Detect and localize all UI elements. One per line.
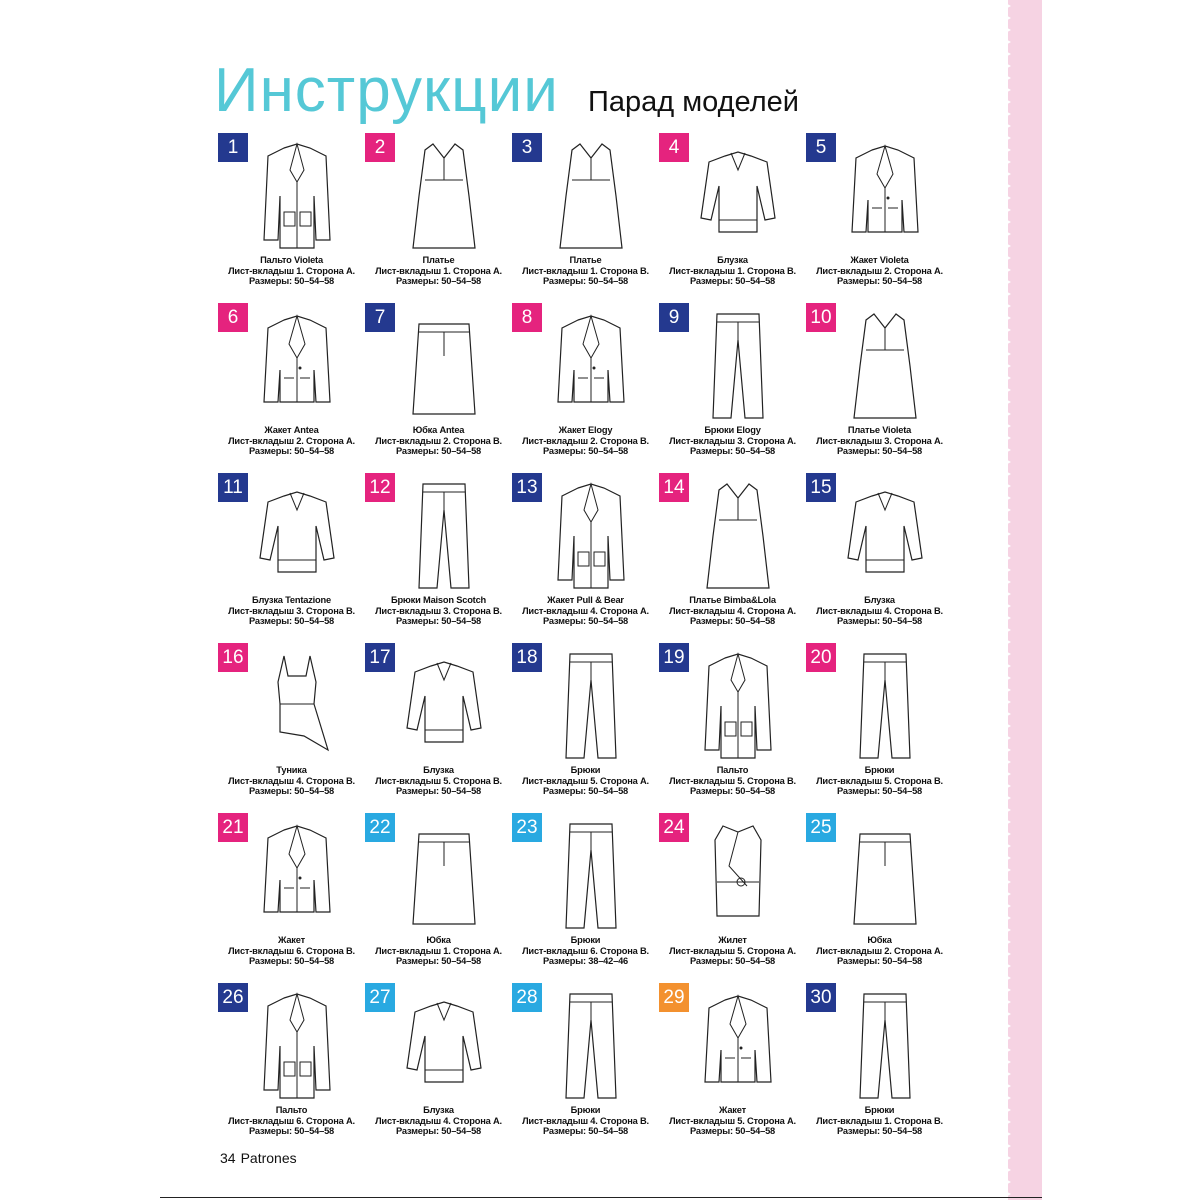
model-number-badge: 18 [512,643,542,672]
model-name: Жакет Antea [264,425,319,435]
model-name: Жилет [718,935,747,945]
model-card [512,640,659,810]
model-caption [218,765,365,797]
model-card [659,470,806,640]
model-card [512,300,659,470]
model-name: Жакет Violeta [850,255,909,265]
model-caption [659,935,806,967]
dress-icon [695,476,781,594]
model-card [659,300,806,470]
model-caption [218,255,365,287]
model-sheet: Лист-вкладыш 5. Сторона А. [669,945,796,956]
model-caption [512,255,659,287]
model-number-badge: 7 [365,303,395,332]
model-name: Туника [276,765,307,775]
model-caption [365,425,512,457]
model-card [659,980,806,1150]
model-number-badge: 8 [512,303,542,332]
model-sizes: Размеры: 50–54–58 [248,1126,335,1137]
model-sizes: Размеры: 50–54–58 [836,616,923,627]
model-caption [365,1105,512,1137]
model-sheet: Лист-вкладыш 6. Сторона В. [522,945,649,956]
model-number-badge: 28 [512,983,542,1012]
jacket-icon [695,986,781,1104]
model-number-badge: 1 [218,133,248,162]
coat-icon [254,986,340,1104]
model-name: Брюки [864,765,895,775]
model-caption [512,1105,659,1137]
model-name: Платье Bimba&Lola [689,595,776,605]
model-sheet: Лист-вкладыш 6. Сторона В. [228,945,355,956]
model-caption [365,595,512,627]
page-footer [220,1150,302,1166]
model-number-badge: 27 [365,983,395,1012]
model-caption [659,765,806,797]
jacket-icon [548,306,634,424]
model-card [365,300,512,470]
blouse-icon [695,136,781,254]
model-card [806,130,953,300]
model-sheet: Лист-вкладыш 3. Сторона А. [816,435,943,446]
model-caption [806,595,953,627]
model-name: Юбка Antea [412,425,465,435]
model-name: Платье [569,255,602,265]
model-sheet: Лист-вкладыш 4. Сторона В. [522,1115,649,1126]
trousers-icon [401,476,487,594]
model-card [218,130,365,300]
model-caption [218,425,365,457]
model-caption [365,935,512,967]
model-caption [512,935,659,967]
model-number-badge: 12 [365,473,395,502]
model-sheet: Лист-вкладыш 4. Сторона В. [816,605,943,616]
skirt-icon [401,816,487,934]
model-sheet: Лист-вкладыш 3. Сторона В. [228,605,355,616]
model-caption [218,1105,365,1137]
model-sheet: Лист-вкладыш 5. Сторона А. [522,775,649,786]
model-name: Брюки [570,935,601,945]
model-sizes: Размеры: 50–54–58 [836,956,923,967]
model-name: Блузка Tentazione [251,595,331,605]
model-sizes: Размеры: 50–54–58 [395,956,482,967]
model-number-badge: 6 [218,303,248,332]
model-sizes: Размеры: 50–54–58 [836,786,923,797]
skirt-icon [401,306,487,424]
model-sizes: Размеры: 38–42–46 [542,956,629,967]
model-sheet: Лист-вкладыш 1. Сторона В. [522,265,649,276]
model-number-badge: 29 [659,983,689,1012]
model-name: Пальто [275,1105,308,1115]
model-sizes: Размеры: 50–54–58 [542,616,629,627]
page-subtitle: Парад моделей [588,86,799,118]
model-name: Пальто [716,765,749,775]
blouse-icon [842,476,928,594]
dress-icon [401,136,487,254]
model-card [659,640,806,810]
model-number-badge: 14 [659,473,689,502]
model-caption [218,595,365,627]
model-card [806,300,953,470]
coat-icon [695,646,781,764]
model-sizes: Размеры: 50–54–58 [395,616,482,627]
dress-icon [842,306,928,424]
model-sizes: Размеры: 50–54–58 [836,1126,923,1137]
model-name: Платье Violeta [847,425,912,435]
model-card [806,810,953,980]
model-sheet: Лист-вкладыш 2. Сторона А. [816,945,943,956]
model-sheet: Лист-вкладыш 2. Сторона В. [522,435,649,446]
model-sheet: Лист-вкладыш 2. Сторона А. [228,435,355,446]
model-caption [512,425,659,457]
model-sheet: Лист-вкладыш 1. Сторона А. [228,265,355,276]
model-name: Юбка [426,935,451,945]
model-number-badge: 22 [365,813,395,842]
model-caption [659,255,806,287]
model-card [365,640,512,810]
model-name: Платье [422,255,455,265]
jacket-icon [842,136,928,254]
blouse-icon [254,476,340,594]
model-caption [806,425,953,457]
model-caption [218,935,365,967]
model-sizes: Размеры: 50–54–58 [395,446,482,457]
coat-icon [548,476,634,594]
model-name: Блузка [717,255,748,265]
model-sheet: Лист-вкладыш 1. Сторона В. [669,265,796,276]
model-name: Жакет [278,935,305,945]
trousers-icon [695,306,781,424]
model-sheet: Лист-вкладыш 1. Сторона А. [375,945,502,956]
model-card [218,810,365,980]
magazine-brand: Patrones [240,1150,297,1166]
model-name: Блузка [864,595,895,605]
model-caption [806,935,953,967]
model-number-badge: 10 [806,303,836,332]
model-card [218,470,365,640]
model-card [806,980,953,1150]
jacket-icon [254,816,340,934]
model-sizes: Размеры: 50–54–58 [836,276,923,287]
model-card [512,980,659,1150]
model-sizes: Размеры: 50–54–58 [689,616,776,627]
blouse-icon [401,646,487,764]
model-sizes: Размеры: 50–54–58 [395,276,482,287]
trousers-icon [842,986,928,1104]
model-name: Брюки [864,1105,895,1115]
model-card [218,640,365,810]
model-sheet: Лист-вкладыш 2. Сторона А. [816,265,943,276]
model-sheet: Лист-вкладыш 3. Сторона В. [375,605,502,616]
model-card [659,130,806,300]
model-name: Брюки Elogy [704,425,761,435]
model-sizes: Размеры: 50–54–58 [248,956,335,967]
model-sheet: Лист-вкладыш 5. Сторона В. [375,775,502,786]
model-sheet: Лист-вкладыш 2. Сторона В. [375,435,502,446]
model-caption [365,255,512,287]
model-card [218,300,365,470]
model-card [365,810,512,980]
model-sizes: Размеры: 50–54–58 [689,1126,776,1137]
model-name: Блузка [423,765,454,775]
model-name: Брюки [570,765,601,775]
model-caption [659,1105,806,1137]
model-number-badge: 26 [218,983,248,1012]
model-number-badge: 2 [365,133,395,162]
pink-zigzag-border [1000,0,1042,1200]
model-card [659,810,806,980]
model-sheet: Лист-вкладыш 5. Сторона В. [816,775,943,786]
model-number-badge: 11 [218,473,248,502]
model-caption [659,425,806,457]
model-sheet: Лист-вкладыш 4. Сторона А. [522,605,649,616]
model-sheet: Лист-вкладыш 1. Сторона В. [816,1115,943,1126]
model-sizes: Размеры: 50–54–58 [542,786,629,797]
model-name: Жакет [719,1105,746,1115]
model-caption [365,765,512,797]
model-sizes: Размеры: 50–54–58 [395,1126,482,1137]
model-name: Брюки [570,1105,601,1115]
model-name: Юбка [867,935,892,945]
model-card [365,470,512,640]
model-number-badge: 4 [659,133,689,162]
model-sizes: Размеры: 50–54–58 [689,276,776,287]
model-name: Жакет Elogy [558,425,613,435]
vest-icon [695,816,781,934]
model-card [365,980,512,1150]
model-number-badge: 13 [512,473,542,502]
jacket-icon [254,306,340,424]
model-sheet: Лист-вкладыш 3. Сторона А. [669,435,796,446]
model-sizes: Размеры: 50–54–58 [248,786,335,797]
model-name: Брюки Maison Scotch [390,595,487,605]
trousers-icon [548,816,634,934]
model-sheet: Лист-вкладыш 6. Сторона А. [228,1115,355,1126]
model-caption [512,765,659,797]
model-card [806,470,953,640]
model-sizes: Размеры: 50–54–58 [689,956,776,967]
model-number-badge: 23 [512,813,542,842]
model-number-badge: 9 [659,303,689,332]
model-caption [806,765,953,797]
model-sizes: Размеры: 50–54–58 [248,276,335,287]
model-caption [806,1105,953,1137]
model-sizes: Размеры: 50–54–58 [248,616,335,627]
model-sheet: Лист-вкладыш 5. Сторона В. [669,775,796,786]
model-number-badge: 17 [365,643,395,672]
model-card [218,980,365,1150]
model-card [512,810,659,980]
model-name: Блузка [423,1105,454,1115]
model-number-badge: 3 [512,133,542,162]
bottom-divider [160,1197,1042,1198]
model-number-badge: 16 [218,643,248,672]
model-sheet: Лист-вкладыш 5. Сторона А. [669,1115,796,1126]
model-number-badge: 25 [806,813,836,842]
model-sheet: Лист-вкладыш 4. Сторона В. [228,775,355,786]
tunic-icon [254,646,340,764]
model-caption [806,255,953,287]
model-sizes: Размеры: 50–54–58 [689,446,776,457]
model-number-badge: 5 [806,133,836,162]
model-card [806,640,953,810]
model-sizes: Размеры: 50–54–58 [542,446,629,457]
model-number-badge: 30 [806,983,836,1012]
model-caption [512,595,659,627]
model-card [512,130,659,300]
model-sizes: Размеры: 50–54–58 [542,1126,629,1137]
model-card [365,130,512,300]
coat-icon [254,136,340,254]
skirt-icon [842,816,928,934]
model-card [512,470,659,640]
model-number-badge: 24 [659,813,689,842]
blouse-icon [401,986,487,1104]
dress-icon [548,136,634,254]
trousers-icon [548,646,634,764]
model-number-badge: 20 [806,643,836,672]
model-sheet: Лист-вкладыш 4. Сторона А. [669,605,796,616]
page-number: 34 [220,1150,236,1166]
model-sizes: Размеры: 50–54–58 [689,786,776,797]
model-number-badge: 19 [659,643,689,672]
model-sizes: Размеры: 50–54–58 [395,786,482,797]
trousers-icon [548,986,634,1104]
page-title: Инструкции [214,56,559,125]
model-name: Пальто Violeta [260,255,323,265]
trousers-icon [842,646,928,764]
model-number-badge: 15 [806,473,836,502]
model-caption [659,595,806,627]
model-sheet: Лист-вкладыш 1. Сторона А. [375,265,502,276]
model-number-badge: 21 [218,813,248,842]
model-sizes: Размеры: 50–54–58 [542,276,629,287]
model-sizes: Размеры: 50–54–58 [836,446,923,457]
model-sizes: Размеры: 50–54–58 [248,446,335,457]
model-name: Жакет Pull & Bear [547,595,624,605]
model-sheet: Лист-вкладыш 4. Сторона А. [375,1115,502,1126]
